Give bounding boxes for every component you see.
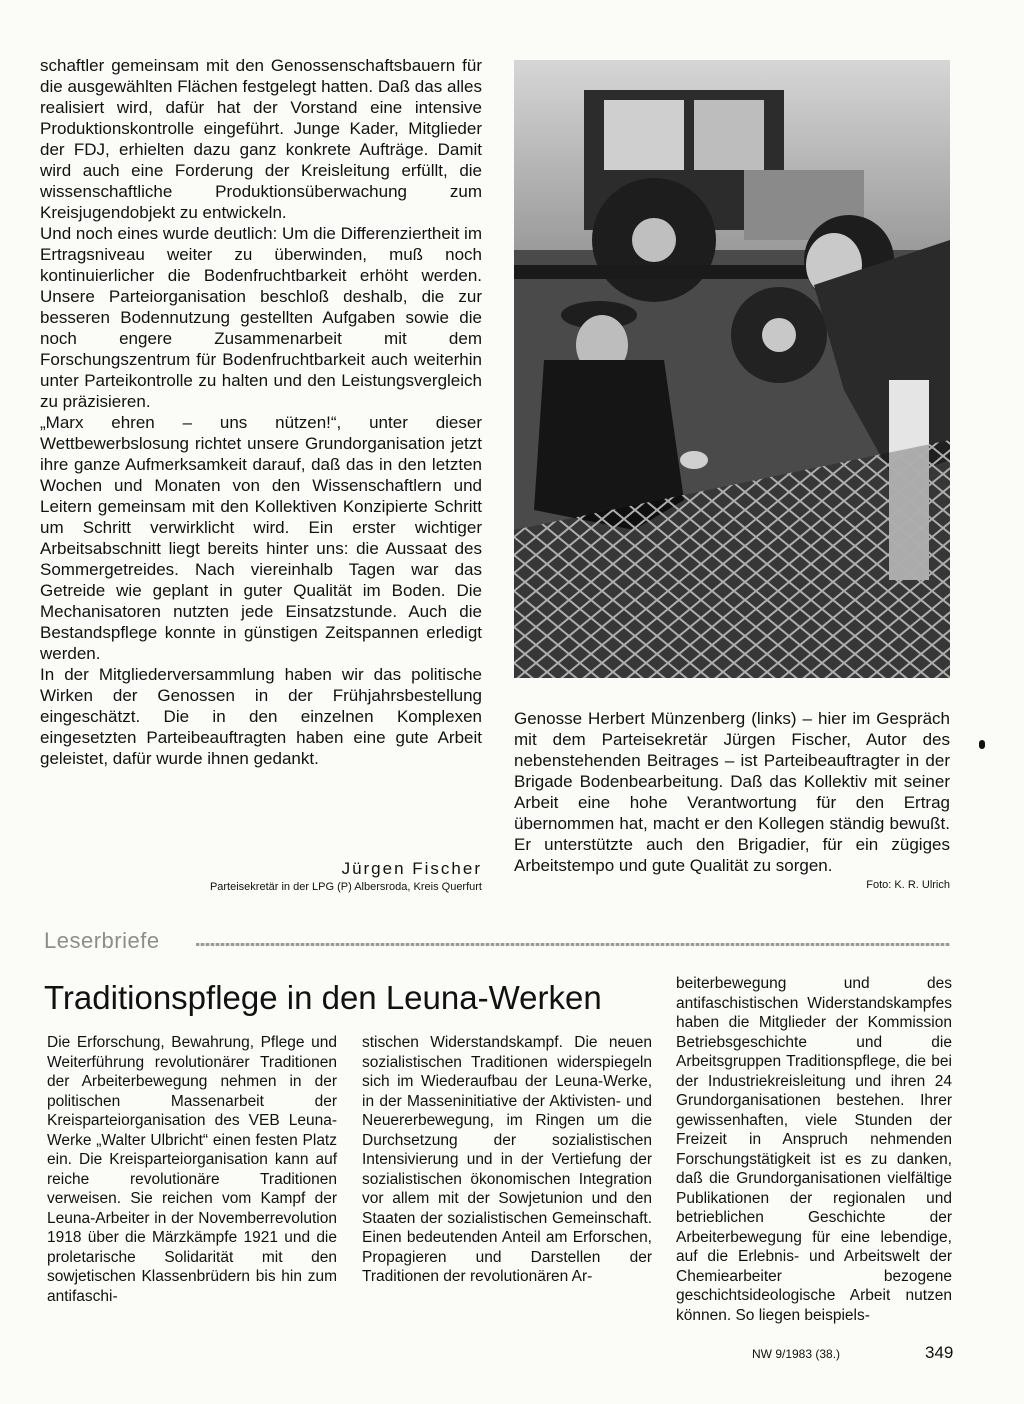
article-body (40, 55, 482, 769)
letter-text: beiterbewegung und des antifaschistischen Widerstandskampfes haben die Mitglieder der Kommission Betriebsgeschichte und die Arbeitsgruppen Traditionspflege, die bei der Industriekreisleitung und ihren 24 Grundorganisationen bestehen. Ihrer gewissenhaften, viele Stunden der Freizeit in Anspruch nehmenden Forschungstätigkeit ist es zu danken, daß die Grundorganisationen vielfältige Publikationen der regionalen und betrieblichen Geschichte der Arbeiterbewegung für eine lebendige, auf die Erlebnis- und Arbeitswelt der Chemiearbeiter bezogene geschichtsideologische Arbeit nutzen können. So liegen beispiels- (676, 975, 952, 1324)
letter-column-1 (47, 1033, 337, 1306)
page-number: 349 (925, 1343, 954, 1362)
ink-dot (979, 740, 985, 749)
letter-column-2 (362, 1033, 652, 1287)
article-paragraph: Und noch eines wurde deutlich: Um die Differenziertheit im Ertragsniveau weiter zu überwinden, muß noch kontinuierlicher die Bodenfruchtbarkeit erhöht werden. Unsere Parteiorganisation beschloß deshalb, die zur besseren Bodennutzung gestellten Aufgaben sowie die noch engere Zusammenarbeit mit dem Forschungszentrum für Bodenfruchtbarkeit auch weiterhin unter Parteikontrolle zu halten und den Leistungsvergleich zu präzisieren. (40, 224, 482, 411)
letter-text: Die Erforschung, Bewahrung, Pflege und Weiterführung revolutionärer Traditionen der Arbeiterbewegung nehmen in der politischen Massenarbeit der Kreisparteiorganisation des VEB Leuna-Werke „Walter Ulbricht“ einen festen Platz ein. Die Kreisparteiorganisation kann auf reiche revolutionäre Traditionen verweisen. Sie reichen vom Kampf der Leuna-Arbeiter in der Novemberrevolution 1918 über die Märzkämpfe 1921 und die proletarische Solidarität mit den sowjetischen Klassenbrüdern bis hin zum antifaschi- (47, 1034, 337, 1305)
letter-column-3 (676, 974, 952, 1325)
photo-caption: Genosse Herbert Münzenberg (links) – hier im Gespräch mit dem Parteisekretär Jürgen Fischer, Autor des nebenstehenden Beitrages – ist Parteibeauftragter in der Brigade Bodenbearbeitung. Daß das Kollektiv mit seiner Arbeit eine hohe Verantwortung für den Ertrag übernommen hat, macht er den Kollegen ständig bewußt. Er unterstützte auch den Brigadier, für ein zügiges Arbeitstempo und gute Qualität zu sorgen. (514, 709, 950, 875)
article-paragraph: „Marx ehren – uns nützen!“, unter dieser Wettbewerbslosung richtet unsere Grundorganisation jetzt ihre ganze Aufmerksamkeit darauf, daß das in den letzten Wochen und Monaten von den Wissenschaftlern und Leitern gemeinsam mit den Kollektiven Konzipierte Schritt um Schritt verwirklicht wird. Ein erster wichtiger Arbeitsabschnitt liegt bereits hinter uns: die Aussaat des Sommergetreides. Nach viereinhalb Tagen war das Getreide wie geplant in guter Qualität im Boden. Die Mechanisatoren nutzten jede Einsatzstunde. Auch die Bestandspflege konnte in günstigen Zeitspannen erledigt werden. (40, 413, 482, 663)
letter-text: stischen Widerstandskampf. Die neuen sozialistischen Traditionen widerspiegeln sich im Wiederaufbau der Leuna-Werke, in der Masseninitiative der Aktivisten- und Neuererbewegung, im Ringen um die Durchsetzung der sozialistischen Intensivierung und in der Vertiefung der sozialistischen ökonomischen Integration vor allem mit der Sowjetunion und den Staaten der sozialistischen Gemeinschaft. Einen bedeutenden Anteil am Erforschen, Propagieren und Darstellen der Traditionen der revolutionären Ar- (362, 1034, 652, 1285)
article-paragraph: In der Mitgliederversammlung haben wir das politische Wirken der Genossen in der Frühjahrsbestellung eingeschätzt. Die in den einzelnen Komplexen eingesetzten Parteibeauftragten haben eine gute Arbeit geleistet, dafür wurde ihnen gedankt. (40, 665, 482, 768)
letter-headline: Traditionspflege in den Leuna-Werken (44, 979, 602, 1016)
photo-credit: Foto: K. R. Ulrich (866, 879, 950, 891)
author-name: Jürgen Fischer (341, 859, 482, 878)
section-divider (196, 943, 950, 946)
article-photo (514, 60, 950, 678)
article-byline (40, 858, 482, 895)
author-role: Parteisekretär in der LPG (P) Albersroda, Kreis Querfurt (209, 881, 482, 893)
section-label: Leserbriefe (44, 928, 160, 953)
article-paragraph: schaftler gemeinsam mit den Genossenschaftsbauern für die ausgewählten Flächen festgelegt hatten. Daß das alles realisiert wird, dafür hat der Vorstand eine intensive Produktionskontrolle eingeführt. Junge Kader, Mitglieder der FDJ, erhielten dazu ganz konkrete Aufträge. Damit wird auch eine Forderung der Kreisleitung erfüllt, die wissenschaftliche Produktionsüberwachung zum Kreisjugendobjekt zu entwickeln. (40, 56, 482, 222)
issue-reference: NW 9/1983 (38.) (752, 1347, 841, 1361)
